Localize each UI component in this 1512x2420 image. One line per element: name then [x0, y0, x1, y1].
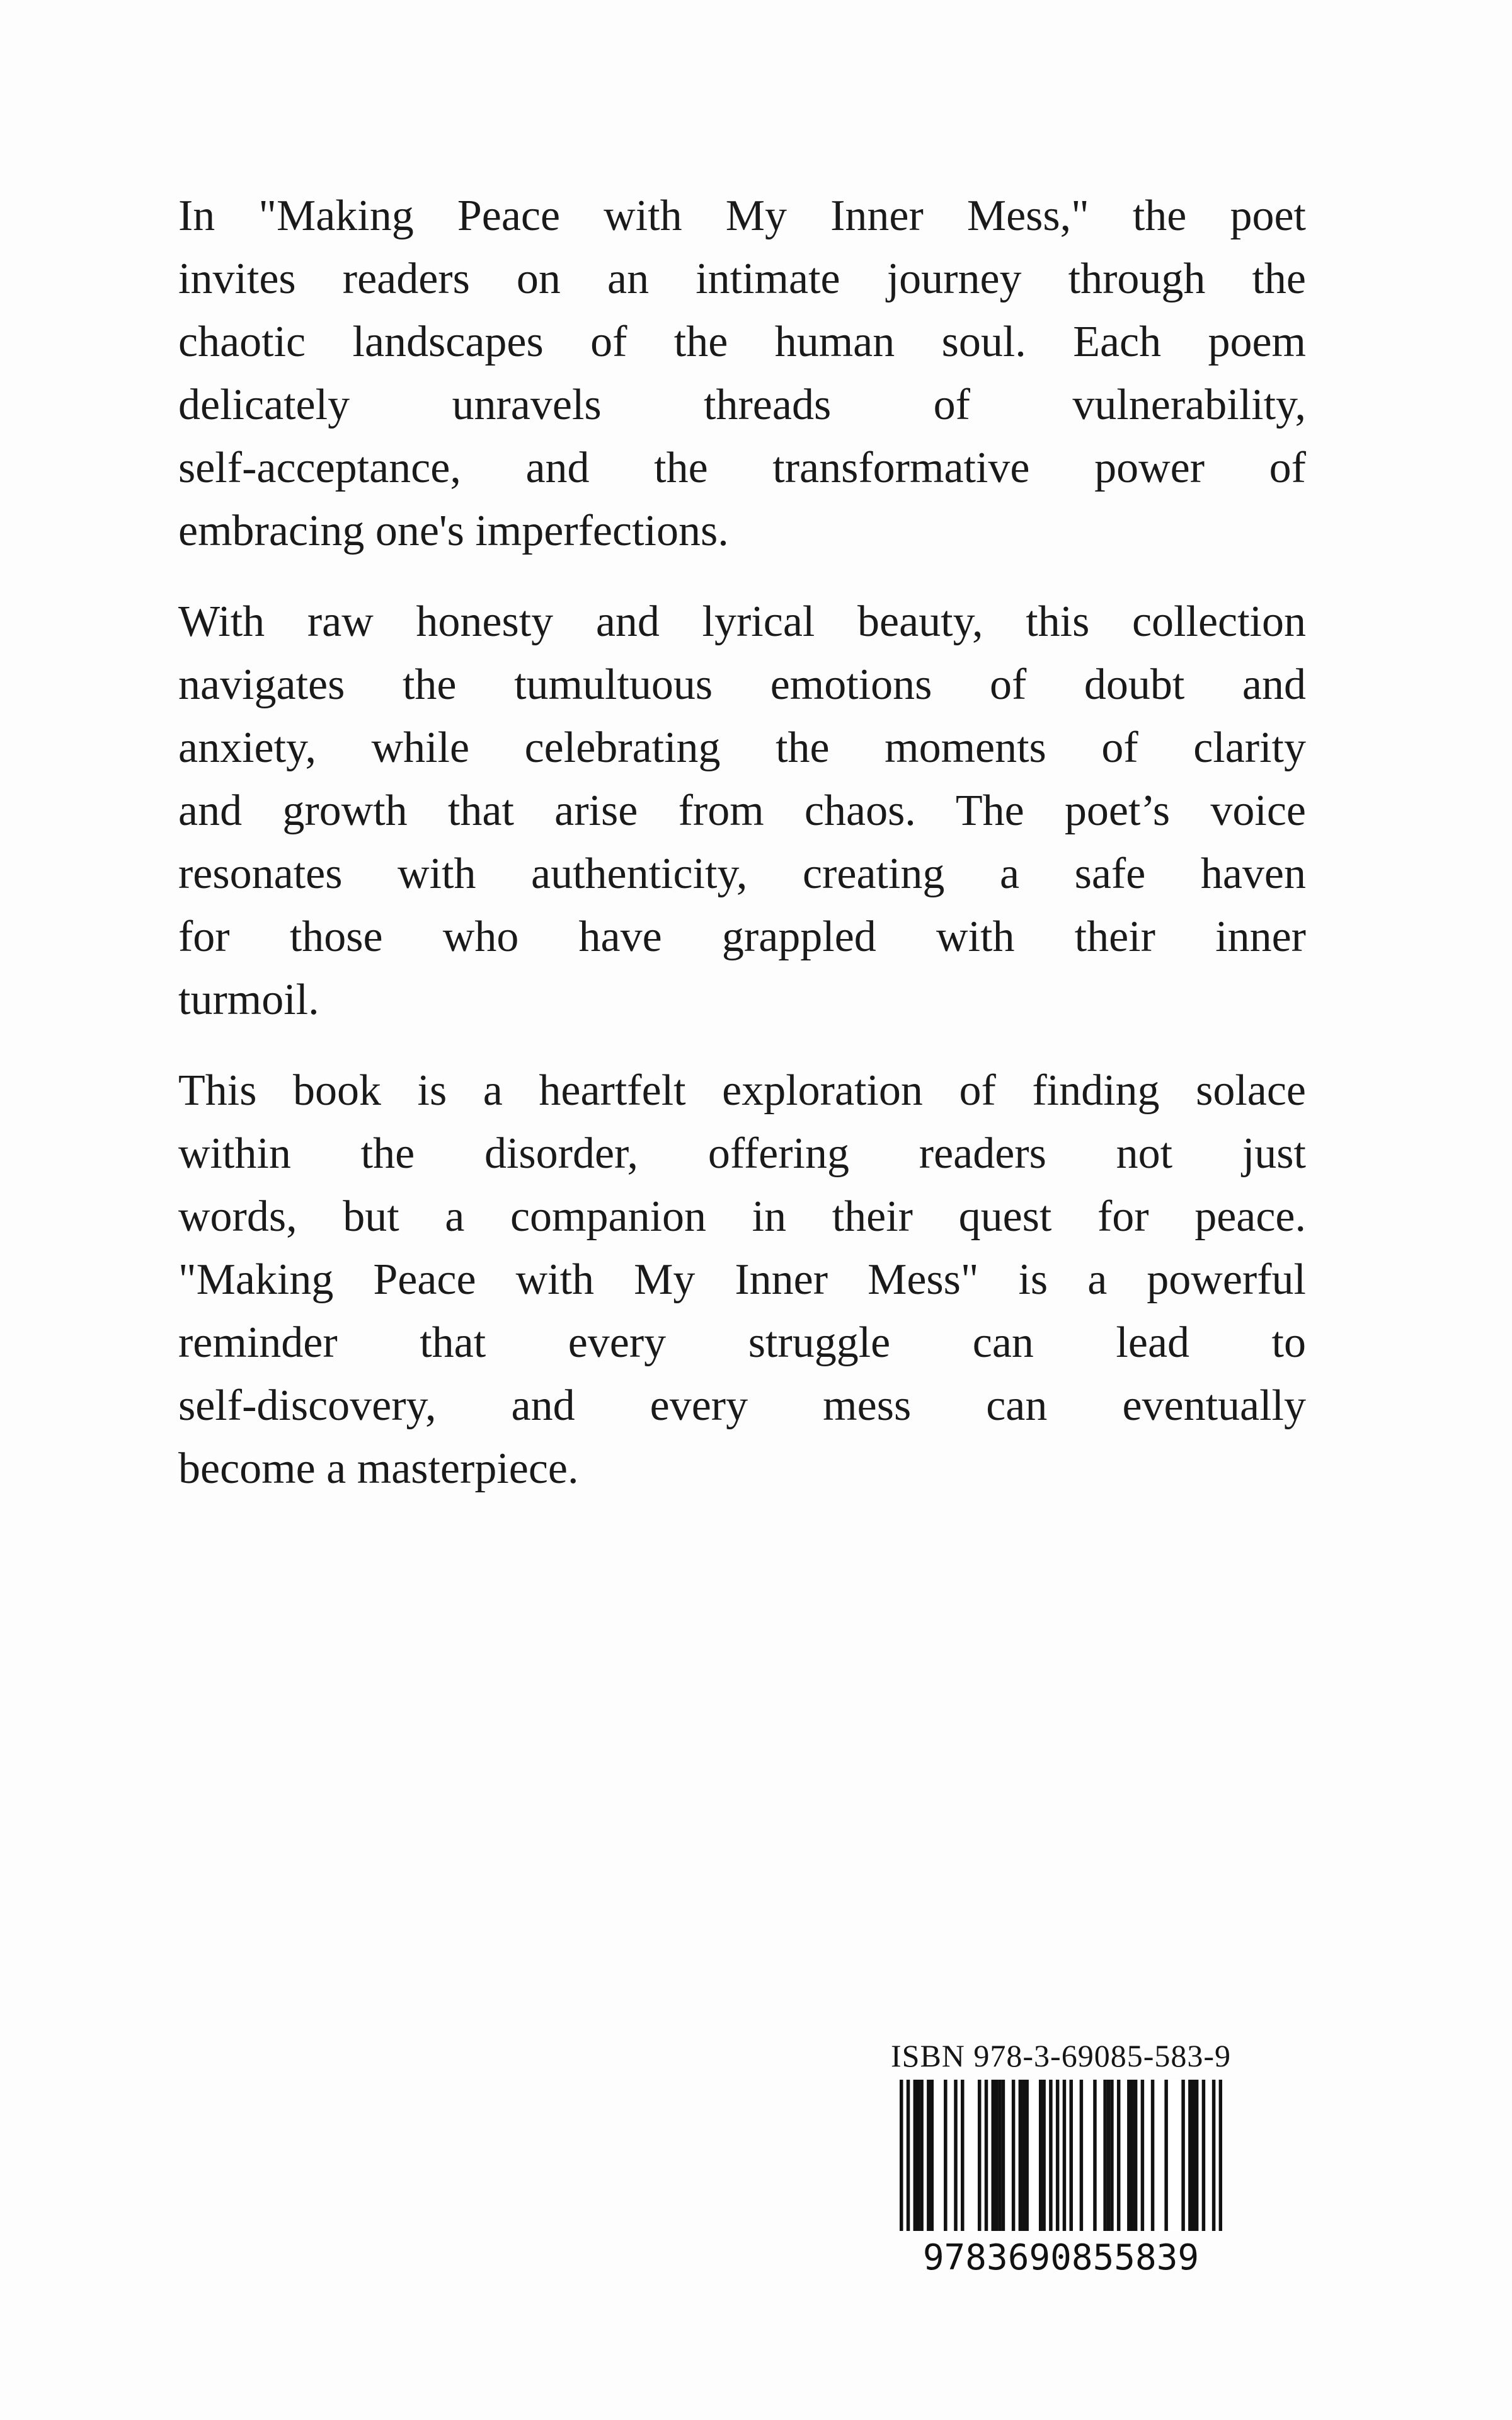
blurb-line: reminder that every struggle can lead to	[178, 1318, 1306, 1367]
blurb-line: delicately unravels threads of vulnerability,	[178, 381, 1306, 429]
blurb-line: anxiety, while celebrating the moments of clarity	[178, 723, 1306, 772]
blurb-paragraph	[178, 591, 1306, 1032]
back-cover-blurb	[178, 185, 1306, 1501]
blurb-line: navigates the tumultuous emotions of doubt and	[178, 660, 1306, 709]
blurb-line: words, but a companion in their quest for peace.	[178, 1192, 1306, 1241]
blurb-line: resonates with authenticity, creating a safe haven	[178, 850, 1306, 898]
isbn-label: ISBN 978-3-69085-583-9	[890, 2038, 1232, 2073]
blurb-line: self-acceptance, and the transformative power of	[178, 444, 1306, 492]
blurb-paragraph	[178, 1059, 1306, 1501]
blurb-line: become a masterpiece.	[178, 1444, 579, 1493]
isbn-number: 9783690855839	[922, 2237, 1200, 2278]
blurb-line: and growth that arise from chaos. The poet’s voice	[178, 786, 1306, 835]
blurb-line: embracing one's imperfections.	[178, 507, 729, 555]
blurb-paragraph	[178, 185, 1306, 563]
blurb-line: This book is a heartfelt exploration of finding solace	[178, 1066, 1306, 1115]
blurb-line: for those who have grappled with their inner	[178, 913, 1306, 961]
blurb-line: turmoil.	[178, 976, 319, 1024]
blurb-line: In "Making Peace with My Inner Mess," the poet	[178, 192, 1306, 240]
blurb-line: self-discovery, and every mess can eventually	[178, 1381, 1306, 1430]
blurb-line: With raw honesty and lyrical beauty, this collection	[178, 597, 1306, 646]
blurb-line: "Making Peace with My Inner Mess" is a powerful	[178, 1255, 1306, 1304]
ean13-barcode	[900, 2080, 1222, 2231]
blurb-line: chaotic landscapes of the human soul. Each poem	[178, 318, 1306, 366]
blurb-line: invites readers on an intimate journey through the	[178, 255, 1306, 303]
blurb-line: within the disorder, offering readers not just	[178, 1129, 1306, 1178]
